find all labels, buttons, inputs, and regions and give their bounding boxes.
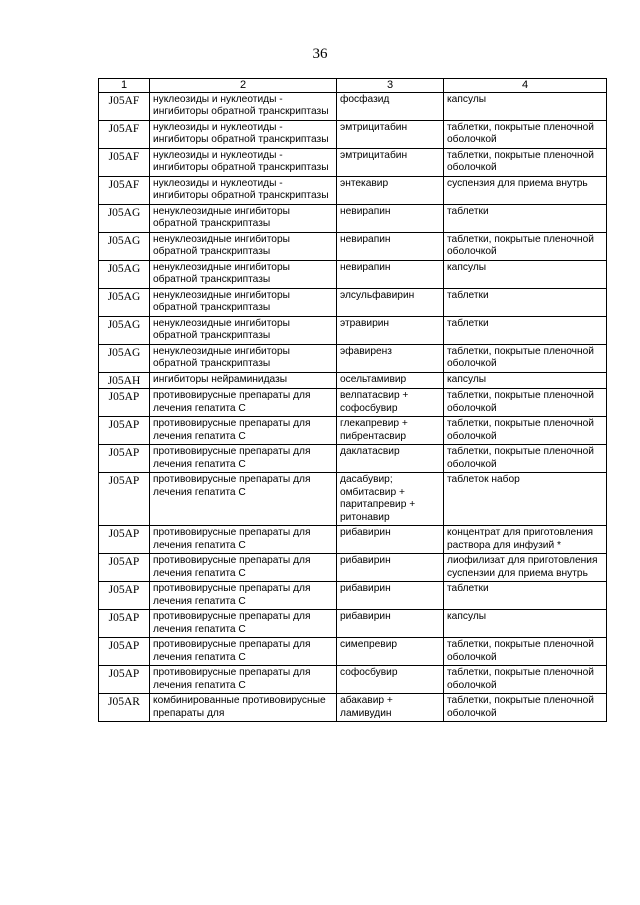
atc-code-cell: J05AF xyxy=(99,148,150,176)
table-row xyxy=(99,176,607,204)
group-cell: нуклеозиды и нуклеотиды - ингибиторы обратной транскриптазы xyxy=(150,148,337,176)
table-row xyxy=(99,666,607,694)
dosage-form-cell: таблетки, покрытые пленочной оболочкой xyxy=(444,120,607,148)
column-header: 3 xyxy=(337,79,444,93)
drug-name-cell: глекапревир + пибрентасвир xyxy=(337,417,444,445)
table-row xyxy=(99,638,607,666)
atc-code-cell: J05AF xyxy=(99,120,150,148)
group-cell: противовирусные препараты для лечения гепатита С xyxy=(150,389,337,417)
dosage-form-cell: концентрат для приготовления раствора для инфузий * xyxy=(444,526,607,554)
drug-name-cell: невирапин xyxy=(337,260,444,288)
table-row xyxy=(99,473,607,526)
page-number: 36 xyxy=(312,46,328,62)
dosage-form-cell: капсулы xyxy=(444,372,607,389)
dosage-form-cell: капсулы xyxy=(444,260,607,288)
group-cell: ненуклеозидные ингибиторы обратной транскриптазы xyxy=(150,344,337,372)
drug-name-cell: эмтрицитабин xyxy=(337,148,444,176)
group-cell: ненуклеозидные ингибиторы обратной транскриптазы xyxy=(150,204,337,232)
group-cell: ингибиторы нейраминидазы xyxy=(150,372,337,389)
group-cell: нуклеозиды и нуклеотиды - ингибиторы обратной транскриптазы xyxy=(150,176,337,204)
drug-name-cell: рибавирин xyxy=(337,526,444,554)
table-row xyxy=(99,92,607,120)
dosage-form-cell: лиофилизат для приготовления суспензии для приема внутрь xyxy=(444,554,607,582)
atc-code-cell: J05AG xyxy=(99,260,150,288)
table-row xyxy=(99,288,607,316)
drug-name-cell: абакавир + ламивудин xyxy=(337,694,444,722)
table-row xyxy=(99,232,607,260)
drug-name-cell: невирапин xyxy=(337,232,444,260)
dosage-form-cell: таблетки, покрытые пленочной оболочкой xyxy=(444,417,607,445)
drug-name-cell: невирапин xyxy=(337,204,444,232)
group-cell: противовирусные препараты для лечения гепатита С xyxy=(150,526,337,554)
dosage-form-cell: капсулы xyxy=(444,92,607,120)
drug-name-cell: рибавирин xyxy=(337,610,444,638)
dosage-form-cell: капсулы xyxy=(444,610,607,638)
drug-name-cell: симепревир xyxy=(337,638,444,666)
dosage-form-cell: таблетки, покрытые пленочной оболочкой xyxy=(444,666,607,694)
group-cell: противовирусные препараты для лечения гепатита С xyxy=(150,638,337,666)
group-cell: ненуклеозидные ингибиторы обратной транскриптазы xyxy=(150,288,337,316)
table-header-row xyxy=(99,79,607,93)
dosage-form-cell: таблетки, покрытые пленочной оболочкой xyxy=(444,445,607,473)
table-row xyxy=(99,389,607,417)
atc-code-cell: J05AP xyxy=(99,554,150,582)
column-header: 1 xyxy=(99,79,150,93)
group-cell: нуклеозиды и нуклеотиды - ингибиторы обратной транскриптазы xyxy=(150,92,337,120)
drug-name-cell: даклатасвир xyxy=(337,445,444,473)
column-header: 4 xyxy=(444,79,607,93)
atc-code-cell: J05AG xyxy=(99,204,150,232)
group-cell: противовирусные препараты для лечения гепатита С xyxy=(150,417,337,445)
atc-code-cell: J05AH xyxy=(99,372,150,389)
group-cell: противовирусные препараты для лечения гепатита С xyxy=(150,554,337,582)
group-cell: ненуклеозидные ингибиторы обратной транскриптазы xyxy=(150,316,337,344)
table-row xyxy=(99,344,607,372)
dosage-form-cell: таблетки, покрытые пленочной оболочкой xyxy=(444,232,607,260)
drug-name-cell: этравирин xyxy=(337,316,444,344)
group-cell: противовирусные препараты для лечения гепатита С xyxy=(150,473,337,526)
dosage-form-cell: таблетки, покрытые пленочной оболочкой xyxy=(444,344,607,372)
table-row xyxy=(99,204,607,232)
table-row xyxy=(99,582,607,610)
table-row xyxy=(99,526,607,554)
group-cell: противовирусные препараты для лечения гепатита С xyxy=(150,666,337,694)
atc-code-cell: J05AP xyxy=(99,666,150,694)
group-cell: нуклеозиды и нуклеотиды - ингибиторы обратной транскриптазы xyxy=(150,120,337,148)
table-row xyxy=(99,610,607,638)
dosage-form-cell: таблетки xyxy=(444,204,607,232)
atc-code-cell: J05AP xyxy=(99,526,150,554)
drug-name-cell: энтекавир xyxy=(337,176,444,204)
group-cell: комбинированные противовирусные препараты для xyxy=(150,694,337,722)
group-cell: противовирусные препараты для лечения гепатита С xyxy=(150,582,337,610)
group-cell: ненуклеозидные ингибиторы обратной транскриптазы xyxy=(150,260,337,288)
drug-name-cell: элсульфавирин xyxy=(337,288,444,316)
table-row xyxy=(99,148,607,176)
dosage-form-cell: суспензия для приема внутрь xyxy=(444,176,607,204)
dosage-form-cell: таблетки xyxy=(444,582,607,610)
drug-name-cell: рибавирин xyxy=(337,554,444,582)
atc-code-cell: J05AP xyxy=(99,417,150,445)
table-row xyxy=(99,554,607,582)
table-body xyxy=(99,92,607,722)
drug-name-cell: рибавирин xyxy=(337,582,444,610)
table-row xyxy=(99,260,607,288)
table-row xyxy=(99,372,607,389)
atc-code-cell: J05AF xyxy=(99,176,150,204)
drug-name-cell: дасабувир; омбитасвир + паритапревир + ритонавир xyxy=(337,473,444,526)
group-cell: противовирусные препараты для лечения гепатита С xyxy=(150,445,337,473)
atc-code-cell: J05AG xyxy=(99,344,150,372)
group-cell: ненуклеозидные ингибиторы обратной транскриптазы xyxy=(150,232,337,260)
table-row xyxy=(99,694,607,722)
atc-code-cell: J05AP xyxy=(99,389,150,417)
drug-name-cell: софосбувир xyxy=(337,666,444,694)
atc-code-cell: J05AP xyxy=(99,445,150,473)
drug-table xyxy=(98,78,607,722)
atc-code-cell: J05AR xyxy=(99,694,150,722)
atc-code-cell: J05AF xyxy=(99,92,150,120)
atc-code-cell: J05AG xyxy=(99,316,150,344)
drug-name-cell: эфавиренз xyxy=(337,344,444,372)
atc-code-cell: J05AP xyxy=(99,582,150,610)
atc-code-cell: J05AG xyxy=(99,232,150,260)
drug-name-cell: эмтрицитабин xyxy=(337,120,444,148)
atc-code-cell: J05AP xyxy=(99,610,150,638)
dosage-form-cell: таблетки, покрытые пленочной оболочкой xyxy=(444,638,607,666)
atc-code-cell: J05AP xyxy=(99,638,150,666)
table-row xyxy=(99,120,607,148)
column-header: 2 xyxy=(150,79,337,93)
table-row xyxy=(99,417,607,445)
group-cell: противовирусные препараты для лечения гепатита С xyxy=(150,610,337,638)
dosage-form-cell: таблетки, покрытые пленочной оболочкой xyxy=(444,148,607,176)
drug-name-cell: фосфазид xyxy=(337,92,444,120)
dosage-form-cell: таблетки, покрытые пленочной оболочкой xyxy=(444,694,607,722)
atc-code-cell: J05AG xyxy=(99,288,150,316)
drug-name-cell: осельтамивир xyxy=(337,372,444,389)
table-row xyxy=(99,316,607,344)
atc-code-cell: J05AP xyxy=(99,473,150,526)
table-row xyxy=(99,445,607,473)
dosage-form-cell: таблеток набор xyxy=(444,473,607,526)
dosage-form-cell: таблетки, покрытые пленочной оболочкой xyxy=(444,389,607,417)
dosage-form-cell: таблетки xyxy=(444,288,607,316)
dosage-form-cell: таблетки xyxy=(444,316,607,344)
drug-name-cell: велпатасвир + софосбувир xyxy=(337,389,444,417)
